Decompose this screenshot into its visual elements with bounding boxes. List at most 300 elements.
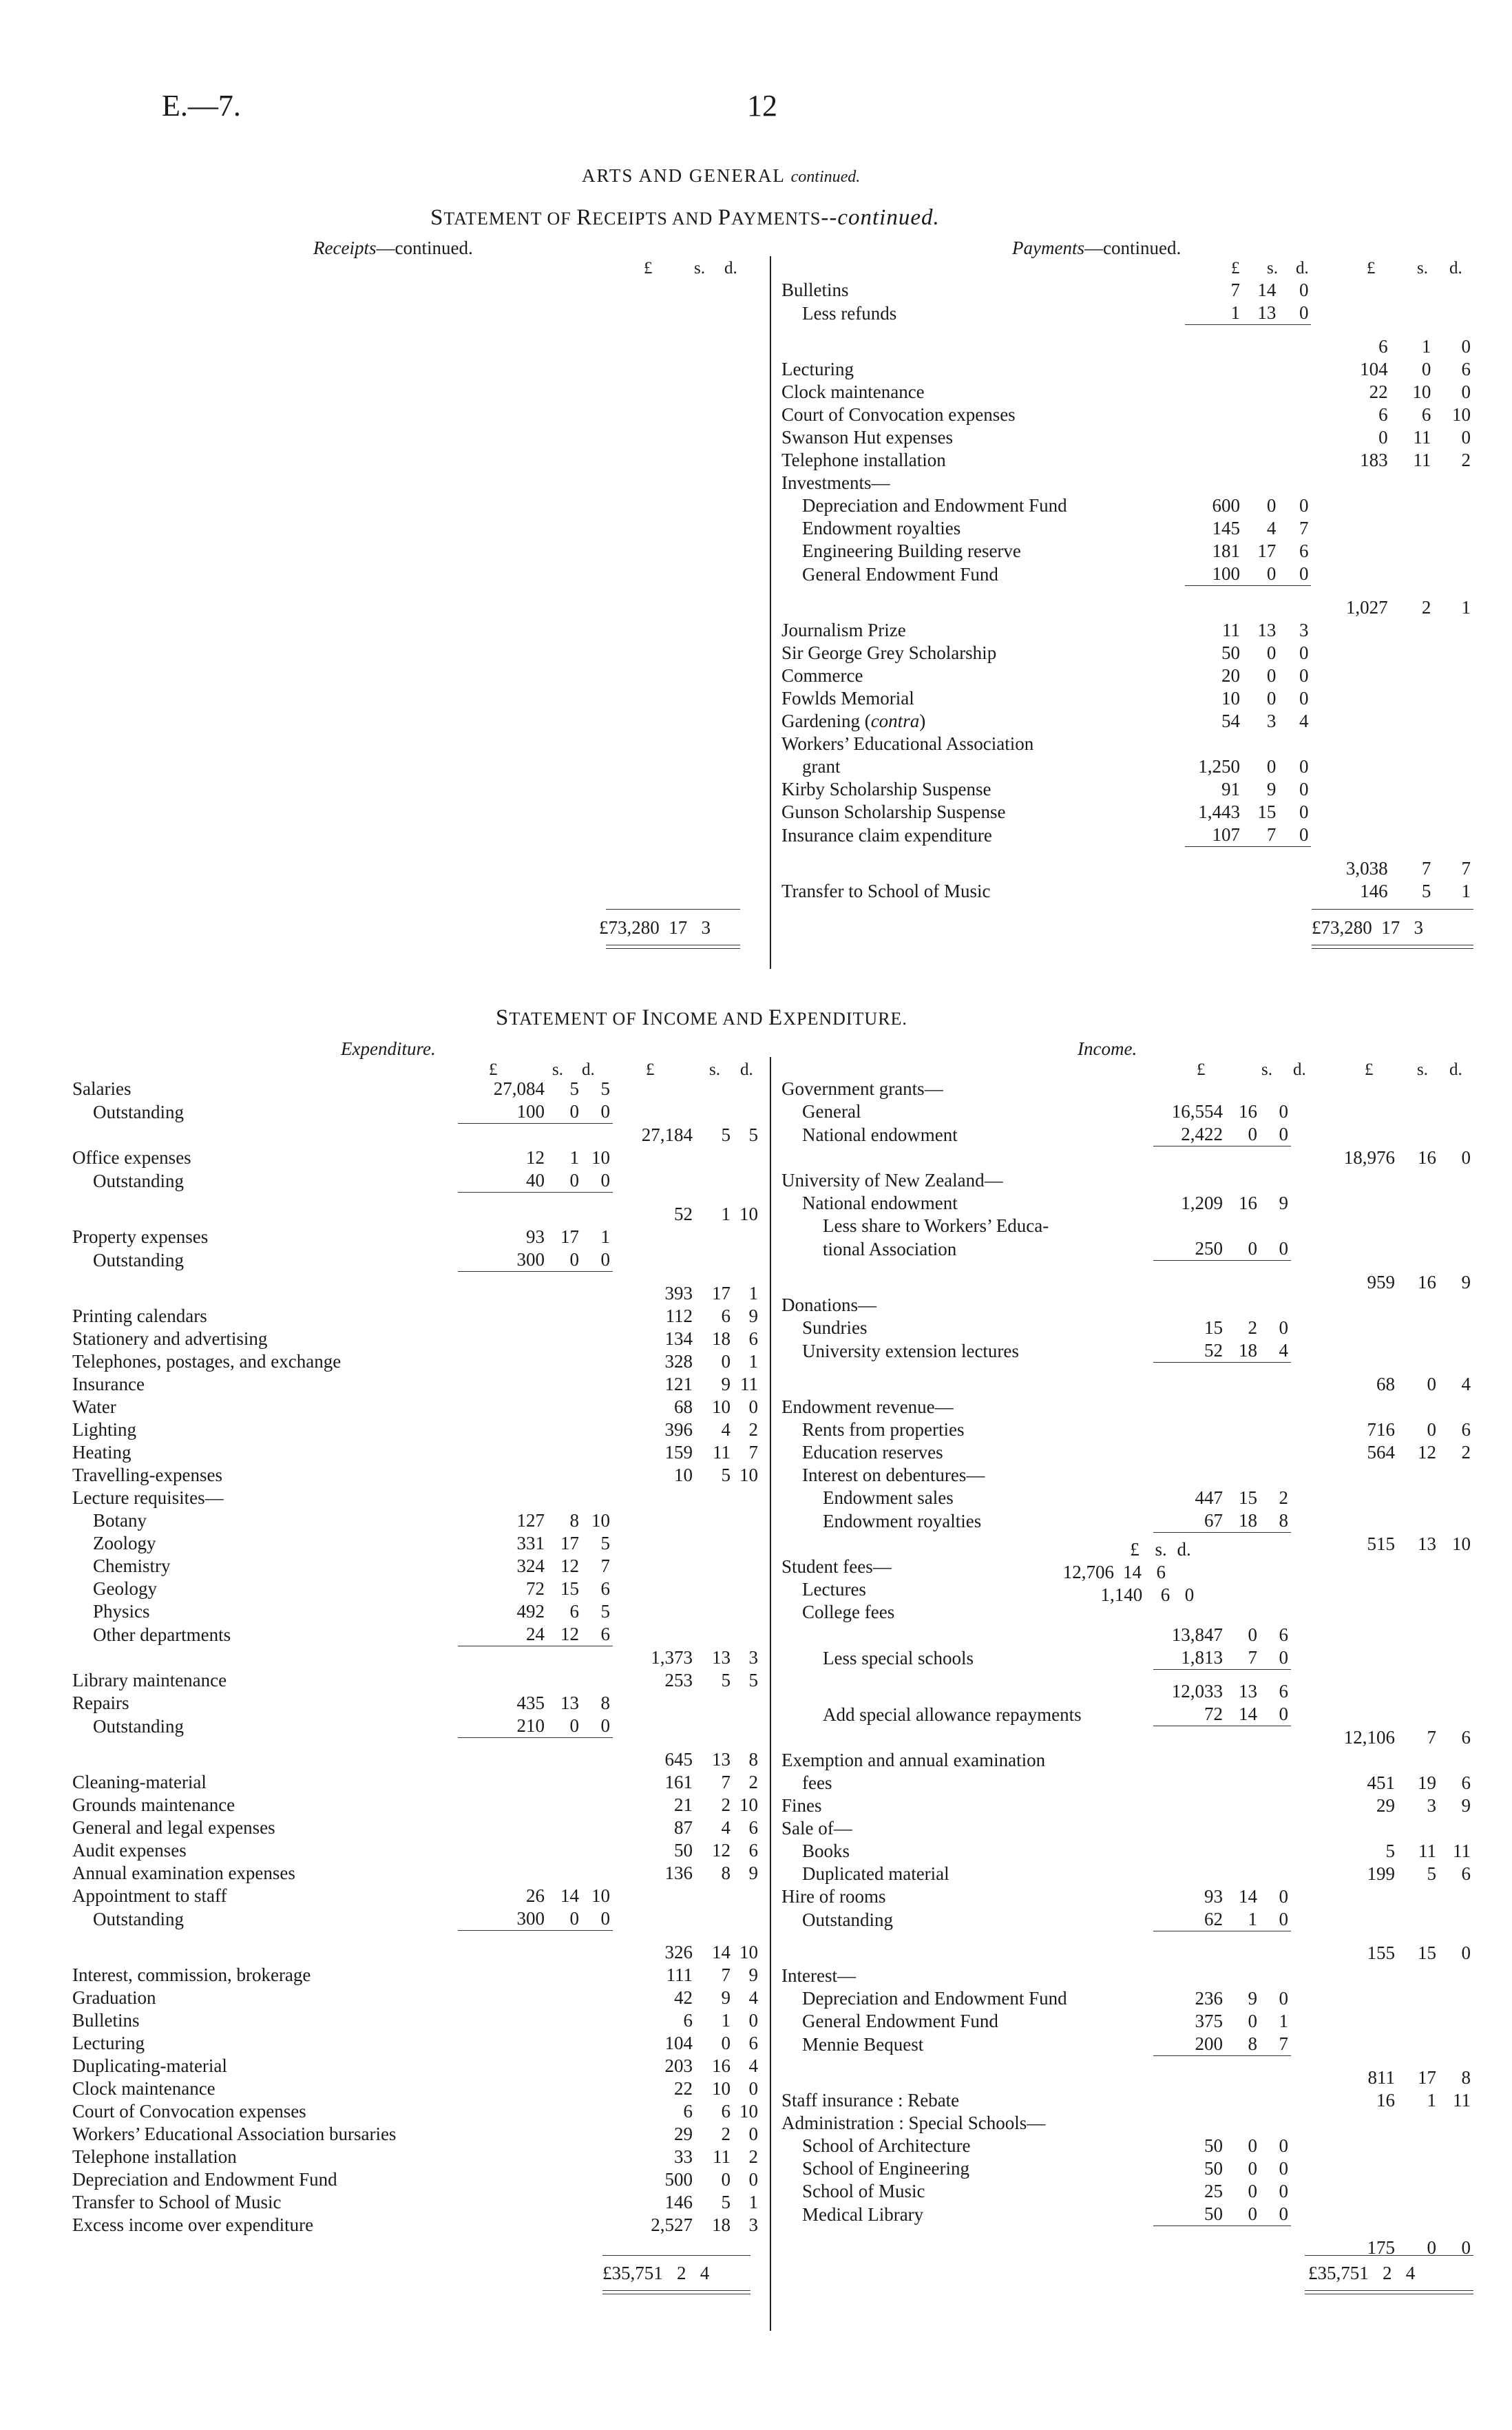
rule-empty	[1439, 1931, 1473, 1942]
amount-a-pounds	[1153, 1464, 1226, 1487]
row-label	[781, 302, 1185, 325]
table-row	[781, 1078, 1473, 1100]
amount-a-pounds	[1153, 1965, 1226, 1987]
row-label-text: Sundries	[802, 1317, 868, 1338]
row-label	[781, 1078, 1153, 1100]
amount-a-pence	[1260, 1294, 1291, 1317]
amount-b-pence	[1439, 1509, 1473, 1533]
amount-a-pence	[1279, 404, 1311, 426]
amount-a-pence: 3	[1299, 620, 1309, 640]
amount-a-pounds	[458, 2055, 547, 2077]
amount-b-pounds: 253	[664, 1670, 693, 1690]
table-row	[72, 2077, 761, 2100]
table-row	[781, 1215, 1473, 1237]
table-row	[72, 1441, 761, 1464]
amount-b-pence: 0	[1461, 2237, 1471, 2258]
amount-b-pounds	[1291, 2203, 1398, 2226]
amount-b-pence	[733, 1715, 761, 1738]
subtotal-rule	[1243, 586, 1279, 597]
row-label-text: Workers’ Educational Association	[781, 733, 1034, 754]
subtotal-rule	[1243, 325, 1279, 336]
rule-empty	[695, 1931, 733, 1942]
amount-b-pence: 7	[1461, 858, 1471, 879]
amount-b-pence: 1	[1461, 597, 1471, 618]
amount-b-pounds: 183	[1360, 450, 1388, 470]
row-label	[781, 1840, 1153, 1863]
row-label	[781, 1271, 1153, 1294]
amount-a-shillings	[1226, 1418, 1260, 1441]
amount-b-shillings	[1391, 279, 1434, 302]
amount-a-pence	[1260, 1464, 1291, 1487]
amount-a-pence: 0	[1279, 1124, 1288, 1144]
row-label	[781, 1749, 1153, 1772]
amount-a-pounds	[1185, 596, 1243, 619]
amount-b-pounds: 22	[674, 2078, 693, 2099]
table-row	[781, 426, 1473, 449]
amount-b-pence	[1439, 1339, 1473, 1363]
amount-b-pence	[1434, 664, 1473, 687]
row-label-text: Interest—	[781, 1965, 856, 1986]
amount-b-pounds	[1291, 1965, 1398, 1987]
rule-empty	[613, 1738, 695, 1749]
amount-b-pence: 5	[748, 1670, 758, 1690]
row-label-text: tional Association	[823, 1238, 957, 1259]
amount-a-shillings	[1226, 1464, 1260, 1487]
amount-a-shillings	[547, 1987, 582, 2009]
row-label-text: Endowment revenue—	[781, 1396, 954, 1417]
rule-empty	[1434, 325, 1473, 336]
subtotal-rule	[1260, 1261, 1291, 1272]
rule-empty	[695, 1738, 733, 1749]
amount-b-pounds	[1291, 1169, 1398, 1192]
amount-b-shillings: 3	[1427, 1795, 1436, 1816]
amount-b-pence: 10	[739, 1465, 758, 1485]
row-label	[72, 1578, 458, 1600]
payments-total-rule	[1312, 909, 1473, 910]
amount-a-pounds: 67	[1204, 1510, 1223, 1531]
row-label-text: Endowment sales	[823, 1487, 954, 1508]
amount-b-shillings	[1398, 1339, 1439, 1363]
receipts-suffix: —continued.	[376, 238, 473, 258]
amount-b-shillings	[1398, 1624, 1439, 1646]
amount-b-pence	[1434, 619, 1473, 642]
subtotal-rule	[1226, 1261, 1260, 1272]
table-row	[781, 1885, 1473, 1908]
sub-amount-l: 1,140	[1100, 1584, 1143, 1605]
amount-b-pence: 2	[748, 2146, 758, 2167]
amount-a-pounds	[1185, 880, 1243, 903]
amount-a-shillings: 6	[569, 1601, 579, 1622]
amount-b-shillings	[1398, 1123, 1439, 1146]
rule-row	[781, 325, 1473, 336]
amount-b-pence: 0	[1461, 336, 1471, 357]
amount-b-pounds	[1291, 1680, 1398, 1703]
rule-empty	[1391, 847, 1434, 858]
table-row	[781, 472, 1473, 494]
row-label	[781, 1294, 1153, 1317]
subtotal-rule	[1260, 2226, 1291, 2237]
amount-b-pence	[1434, 302, 1473, 325]
rule-empty	[1398, 1261, 1439, 1272]
total-pence: 0	[1461, 1146, 1471, 1168]
amount-a-shillings: 0	[1266, 756, 1277, 777]
amount-a-shillings	[1243, 596, 1279, 619]
amount-a-shillings: 1	[1248, 1909, 1257, 1929]
amount-a-pounds: 331	[516, 1533, 545, 1553]
rule-empty	[1311, 586, 1390, 597]
rule-empty	[613, 1193, 695, 1204]
income-a-pence-head: d.	[1293, 1060, 1306, 1079]
row-label-text: Annual examination expenses	[72, 1863, 295, 1883]
amount-a-pounds	[458, 1328, 547, 1350]
subtotal-rule	[1279, 325, 1311, 336]
row-label-text: Gunson Scholarship Suspense	[781, 802, 1006, 822]
amount-a-pounds: 435	[516, 1693, 545, 1713]
amount-a-pounds	[1153, 1294, 1226, 1317]
amount-b-pounds	[1291, 1396, 1398, 1418]
amount-b-shillings	[1398, 1100, 1439, 1123]
amount-b-pence	[1439, 1169, 1473, 1192]
table-row	[72, 1839, 761, 1862]
row-label-text: Printing calendars	[72, 1306, 207, 1326]
amount-b-pounds: 155	[1367, 1942, 1395, 1963]
rule-empty	[1398, 1670, 1439, 1681]
amount-b-pounds	[1291, 1464, 1398, 1487]
amount-b-pence	[1439, 1078, 1473, 1100]
amount-b-pounds: 959	[1367, 1272, 1395, 1292]
amount-a-shillings: 0	[1266, 665, 1277, 686]
table-row	[781, 2157, 1473, 2180]
amount-b-pence	[733, 1692, 761, 1715]
receipts-total-double-rule	[606, 945, 740, 949]
rule-row	[781, 2056, 1473, 2067]
income-total-rule	[1305, 2255, 1473, 2256]
receipts-total-pounds: £73,280	[599, 917, 660, 938]
amount-a-shillings	[1226, 1078, 1260, 1100]
amount-b-shillings	[695, 1100, 733, 1124]
amount-b-pence	[1439, 1556, 1473, 1578]
amount-a-shillings	[547, 1487, 582, 1509]
row-label-text: Outstanding	[93, 1715, 184, 1737]
amount-a-pounds: 12,033	[1171, 1681, 1223, 1701]
amount-b-shillings	[1398, 1509, 1439, 1533]
row-label-text: Gardening (	[781, 711, 871, 731]
total-pounds: 18,976	[1343, 1146, 1395, 1168]
amount-a-pounds: 16,554	[1171, 1101, 1223, 1122]
title-initial: P	[717, 205, 732, 230]
amount-b-pence	[733, 1100, 761, 1124]
amount-b-shillings	[1391, 687, 1434, 710]
amount-a-pence	[582, 1771, 613, 1794]
sub-amount-s: s.	[1155, 1539, 1167, 1560]
amount-a-shillings: 9	[1248, 1988, 1257, 2009]
row-label-text: Telephone installation	[781, 450, 946, 470]
subtotal-rule	[1185, 586, 1243, 597]
table-row	[781, 2033, 1473, 2056]
amount-a-shillings: 0	[1248, 1624, 1257, 1645]
amount-b-shillings: 7	[721, 1965, 731, 1985]
amount-b-pounds	[1291, 1317, 1398, 1339]
amount-a-shillings	[547, 1748, 582, 1771]
expenditure-a-pence-head: d.	[582, 1060, 595, 1079]
row-label	[781, 755, 1185, 778]
amount-a-pounds	[1185, 358, 1243, 381]
amount-a-pence: 0	[1279, 1101, 1288, 1122]
rule-empty	[733, 1738, 761, 1749]
amount-a-shillings	[1243, 733, 1279, 755]
table-row	[781, 1487, 1473, 1509]
amount-a-pence	[1260, 1215, 1291, 1237]
table-row	[72, 1600, 761, 1623]
amount-a-shillings: 4	[1266, 518, 1277, 538]
subtotal-rule	[1153, 2056, 1226, 2067]
table-row	[72, 1885, 761, 1907]
rule-spacer	[72, 1646, 458, 1670]
row-label	[781, 1965, 1153, 1987]
amount-a-shillings: 0	[1266, 642, 1277, 663]
row-label-text: Hire of rooms	[781, 1886, 886, 1907]
amount-a-pence: 0	[1279, 2158, 1288, 2179]
row-label	[781, 596, 1185, 619]
amount-b-pence	[1439, 1885, 1473, 1908]
amount-b-pence	[1439, 1578, 1473, 1601]
amount-a-pounds: 324	[516, 1556, 545, 1576]
amount-b-pence	[1439, 1396, 1473, 1418]
amount-b-pounds	[1311, 279, 1390, 302]
row-label	[781, 1215, 1153, 1237]
amount-a-pounds	[1153, 1749, 1226, 1772]
subtotal-rule	[547, 1931, 582, 1942]
amount-a-pence: 7	[1299, 518, 1309, 538]
table-row	[72, 1373, 761, 1396]
amount-a-shillings: 1	[569, 1147, 579, 1168]
row-label-text: Stationery and advertising	[72, 1328, 268, 1349]
amount-b-shillings	[1398, 1396, 1439, 1418]
receipts-shillings-head: s.	[694, 259, 705, 277]
amount-b-pence	[1439, 1294, 1473, 1317]
row-label-text: National endowment	[802, 1124, 958, 1145]
table-row	[781, 540, 1473, 563]
amount-b-pounds	[613, 1169, 695, 1193]
amount-a-pounds: 25	[1204, 2181, 1223, 2201]
subtotal-rule	[547, 1193, 582, 1204]
payments-total-double-rule	[1312, 945, 1473, 949]
amount-b-pounds	[613, 1715, 695, 1738]
receipts-heading	[313, 238, 473, 259]
amount-a-shillings	[547, 2077, 582, 2100]
amount-a-pounds	[1153, 1942, 1226, 1965]
amount-a-pence	[582, 1350, 613, 1373]
amount-b-shillings: 6	[721, 2101, 731, 2122]
payments-b-shillings-head: s.	[1417, 259, 1428, 277]
amount-a-shillings	[1226, 1556, 1260, 1578]
amount-a-pence: 0	[1279, 2203, 1288, 2224]
amount-a-pounds: 100	[1212, 563, 1240, 584]
rule-row	[781, 1261, 1473, 1272]
amount-a-shillings: 18	[1239, 1340, 1257, 1361]
row-label	[781, 2089, 1153, 2112]
amount-a-shillings	[1226, 1840, 1260, 1863]
table-row	[72, 2191, 761, 2214]
section-title-text: ARTS AND GENERAL	[582, 165, 785, 186]
amount-b-pounds: 6	[1378, 336, 1388, 357]
amount-b-pounds	[613, 1885, 695, 1907]
amount-b-shillings	[695, 1715, 733, 1738]
amount-a-pence	[582, 2123, 613, 2146]
amount-b-pounds	[1311, 563, 1390, 586]
row-label-text: Water	[72, 1396, 116, 1417]
amount-a-pounds	[458, 1987, 547, 2009]
row-label	[72, 2146, 458, 2168]
row-label	[781, 540, 1185, 563]
amount-b-pence: 4	[748, 2055, 758, 2076]
rule-spacer	[781, 2056, 1153, 2067]
amount-a-pence: 8	[1279, 1510, 1288, 1531]
amount-a-pounds	[1153, 2237, 1226, 2259]
amount-b-shillings: 9	[721, 1987, 731, 2008]
rule-empty	[695, 1272, 733, 1283]
expenditure-total-shillings: 2	[677, 2263, 686, 2283]
amount-b-pounds	[613, 1248, 695, 1272]
amount-b-pence: 8	[748, 1749, 758, 1770]
total-shillings: 5	[721, 1124, 731, 1145]
table-row	[72, 1941, 761, 1964]
amount-b-pence: 10	[1452, 404, 1471, 425]
rule-row	[72, 1272, 761, 1283]
amount-a-pounds: 20	[1221, 665, 1240, 686]
row-label-text: Books	[802, 1841, 850, 1861]
amount-b-shillings: 10	[1412, 381, 1431, 402]
amount-a-pounds	[458, 2077, 547, 2100]
amount-a-shillings	[1243, 857, 1279, 880]
amount-a-shillings	[547, 2055, 582, 2077]
amount-a-pounds: 54	[1221, 711, 1240, 731]
amount-a-pounds: 15	[1204, 1317, 1223, 1338]
amount-b-pounds	[613, 1907, 695, 1931]
rule-empty	[1291, 2056, 1398, 2067]
amount-b-pence: 1	[1461, 881, 1471, 901]
row-label	[781, 857, 1185, 880]
row-label	[72, 2009, 458, 2032]
sub-amount-s: 14	[1122, 1562, 1142, 1582]
amount-a-shillings	[1243, 335, 1279, 358]
row-label-text: Add special allowance repayments	[823, 1704, 1082, 1725]
amount-b-pounds	[613, 1487, 695, 1509]
amount-a-shillings	[1226, 1169, 1260, 1192]
amount-a-pounds	[1185, 449, 1243, 472]
row-label	[72, 1623, 458, 1646]
amount-b-pounds: 29	[674, 2124, 693, 2144]
amount-a-pence	[582, 2100, 613, 2123]
subtotal-rule	[1185, 847, 1243, 858]
row-label-text: Donations—	[781, 1295, 876, 1315]
subtotal-rule	[458, 1931, 547, 1942]
amount-a-pounds: 1	[1230, 302, 1240, 323]
amount-a-pounds	[458, 2123, 547, 2146]
amount-a-pence	[582, 1862, 613, 1885]
amount-a-pence	[1279, 381, 1311, 404]
amount-a-shillings: 14	[1239, 1886, 1257, 1907]
amount-a-pence	[1260, 1840, 1291, 1863]
amount-a-shillings: 0	[1248, 2135, 1257, 2156]
row-label-text: Kirby Scholarship Suspense	[781, 779, 991, 799]
amount-a-shillings: 0	[1266, 688, 1277, 709]
income-total-pence: 4	[1405, 2263, 1416, 2283]
table-row	[781, 2010, 1473, 2033]
row-label	[781, 2203, 1153, 2226]
payments-a-pence-head: d.	[1296, 259, 1309, 277]
payments-total-pence: 3	[1414, 917, 1423, 938]
amount-a-pounds	[1153, 2066, 1226, 2089]
amount-a-shillings: 0	[1266, 563, 1277, 584]
amount-b-pence	[1439, 1908, 1473, 1931]
amount-a-shillings: 13	[1257, 302, 1277, 323]
amount-a-pounds	[458, 1964, 547, 1987]
total-shillings: 13	[1418, 1533, 1436, 1554]
amount-b-shillings	[1391, 472, 1434, 494]
amount-a-pence: 7	[600, 1556, 610, 1576]
amount-b-pence	[1439, 1646, 1473, 1670]
amount-b-shillings: 2	[721, 2124, 731, 2144]
amount-a-shillings	[547, 1816, 582, 1839]
amount-a-shillings: 0	[569, 1170, 579, 1191]
table-row	[781, 1464, 1473, 1487]
amount-b-pounds: 811	[1367, 2067, 1395, 2088]
table-row	[781, 778, 1473, 801]
amount-a-shillings	[1226, 1373, 1260, 1396]
rule-spacer	[72, 1124, 458, 1147]
payments-total	[1312, 917, 1423, 939]
expenditure-b-pounds-head: £	[646, 1060, 655, 1079]
amount-a-pounds	[1153, 1271, 1226, 1294]
amount-b-pounds	[1311, 472, 1390, 494]
amount-b-shillings	[1391, 540, 1434, 563]
amount-a-pence: 6	[1279, 1624, 1288, 1645]
table-row	[781, 358, 1473, 381]
row-label-text: Fines	[781, 1795, 822, 1816]
amount-a-shillings: 0	[1248, 2158, 1257, 2179]
amount-b-pence	[1439, 1624, 1473, 1646]
income-total-double-rule	[1305, 2290, 1473, 2294]
amount-a-pounds: 447	[1195, 1487, 1223, 1508]
amount-b-shillings: 5	[721, 1670, 731, 1690]
amount-b-pence	[733, 1907, 761, 1931]
amount-a-shillings: 0	[1248, 2203, 1257, 2224]
amount-b-shillings: 0	[1427, 2237, 1436, 2258]
amount-a-pence	[1260, 1169, 1291, 1192]
table-row	[72, 1305, 761, 1328]
amount-b-shillings	[695, 1907, 733, 1931]
amount-b-pence	[733, 1078, 761, 1100]
amount-a-shillings	[1226, 1294, 1260, 1317]
amount-a-pence	[1279, 358, 1311, 381]
amount-b-pounds: 159	[664, 1442, 693, 1463]
amount-b-pounds: 52	[674, 1204, 693, 1224]
row-label	[781, 1339, 1153, 1363]
amount-a-pounds: 375	[1195, 2011, 1223, 2031]
amount-a-shillings: 12	[560, 1556, 579, 1576]
amount-b-pounds: 50	[674, 1840, 693, 1861]
amount-a-pounds	[458, 1441, 547, 1464]
amount-b-pence	[733, 1555, 761, 1578]
row-label	[72, 1715, 458, 1738]
amount-b-shillings: 12	[1418, 1442, 1436, 1463]
subtotal-rule	[1226, 1533, 1260, 1556]
amount-a-pounds: 1,443	[1198, 802, 1240, 822]
rule-empty	[733, 1193, 761, 1204]
row-label-text: Exemption and annual examination	[781, 1750, 1046, 1770]
amount-a-shillings	[1226, 1942, 1260, 1965]
